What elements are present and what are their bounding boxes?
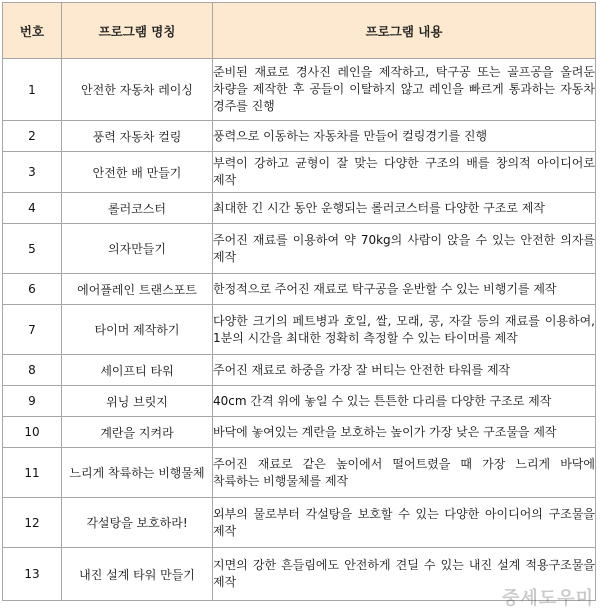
row-program-name: 타이머 제작하기 xyxy=(62,305,213,355)
row-number: 1 xyxy=(3,59,62,121)
table-row xyxy=(3,152,596,193)
row-number: 11 xyxy=(3,448,62,498)
row-program-content: 한정적으로 주어진 재료로 탁구공을 운반할 수 있는 비행기를 제작 xyxy=(213,274,596,305)
row-program-content: 바닥에 놓여있는 계란을 보호하는 높이가 가장 낮은 구조물을 제작 xyxy=(213,417,596,448)
table-row xyxy=(3,274,596,305)
table-row xyxy=(3,121,596,152)
row-program-content: 주어진 재료로 같은 높이에서 떨어트렸을 때 가장 느리게 바닥에 착륙하는 비행물체를 제작 xyxy=(213,448,596,498)
row-program-name: 내진 설계 타워 만들기 xyxy=(62,548,213,601)
row-program-content: 40cm 간격 위에 놓일 수 있는 튼튼한 다리를 다양한 구조로 제작 xyxy=(213,386,596,417)
table-header-row xyxy=(3,3,596,59)
table-row xyxy=(3,448,596,498)
table-row xyxy=(3,305,596,355)
table-row xyxy=(3,548,596,601)
row-number: 10 xyxy=(3,417,62,448)
row-program-name: 안전한 배 만들기 xyxy=(62,152,213,193)
row-program-name: 각설탕을 보호하라! xyxy=(62,498,213,548)
table-row xyxy=(3,355,596,386)
row-number: 8 xyxy=(3,355,62,386)
table-row xyxy=(3,59,596,121)
row-program-name: 느리게 착륙하는 비행물체 xyxy=(62,448,213,498)
row-program-content: 주어진 재료를 이용하여 약 70kg의 사람이 앉을 수 있는 안전한 의자를 제작 xyxy=(213,224,596,274)
row-number: 3 xyxy=(3,152,62,193)
row-program-content: 다양한 크기의 페트병과 호일, 쌀, 모래, 콩, 자갈 등의 재료를 이용하여, 1분의 시간을 최대한 정확히 측정할 수 있는 타이머를 제작 xyxy=(213,305,596,355)
row-program-name: 의자만들기 xyxy=(62,224,213,274)
row-program-name: 계란을 지켜라 xyxy=(62,417,213,448)
row-program-content: 외부의 물로부터 각설탕을 보호할 수 있는 다양한 아이디어의 구조물을 제작 xyxy=(213,498,596,548)
row-number: 5 xyxy=(3,224,62,274)
row-program-content: 풍력으로 이동하는 자동차를 만들어 컬링경기를 진행 xyxy=(213,121,596,152)
row-program-name: 에어플레인 트랜스포트 xyxy=(62,274,213,305)
row-program-content: 부력이 강하고 균형이 잘 맞는 다양한 구조의 배를 창의적 아이디어로 제작 xyxy=(213,152,596,193)
row-program-name: 안전한 자동차 레이싱 xyxy=(62,59,213,121)
header-program-content: 프로그램 내용 xyxy=(213,3,596,59)
row-number: 7 xyxy=(3,305,62,355)
header-program-name: 프로그램 명칭 xyxy=(62,3,213,59)
table-row xyxy=(3,386,596,417)
row-program-content: 주어진 재료로 하중을 가장 잘 버티는 안전한 타워를 제작 xyxy=(213,355,596,386)
row-number: 6 xyxy=(3,274,62,305)
row-number: 4 xyxy=(3,193,62,224)
row-program-content: 최대한 긴 시간 동안 운행되는 롤러코스터를 다양한 구조로 제작 xyxy=(213,193,596,224)
header-number: 번호 xyxy=(3,3,62,59)
row-program-content: 준비된 재료로 경사진 레인을 제작하고, 탁구공 또는 골프공을 올려둔 차량을 제작한 후 공들이 이탈하지 않고 레인을 빠르게 통과하는 자동차 경주를 진행 xyxy=(213,59,596,121)
row-program-content: 지면의 강한 흔들림에도 안전하게 견딜 수 있는 내진 설계 적용구조물을 제작 xyxy=(213,548,596,601)
table-row xyxy=(3,224,596,274)
watermark-logo: 중세도우미 xyxy=(502,588,594,609)
row-program-name: 위닝 브릿지 xyxy=(62,386,213,417)
row-number: 12 xyxy=(3,498,62,548)
row-number: 13 xyxy=(3,548,62,601)
row-number: 2 xyxy=(3,121,62,152)
table-row xyxy=(3,193,596,224)
table-row xyxy=(3,417,596,448)
row-program-name: 세이프티 타워 xyxy=(62,355,213,386)
row-number: 9 xyxy=(3,386,62,417)
program-table xyxy=(2,2,596,601)
row-program-name: 풍력 자동차 컬링 xyxy=(62,121,213,152)
row-program-name: 롤러코스터 xyxy=(62,193,213,224)
table-row xyxy=(3,498,596,548)
